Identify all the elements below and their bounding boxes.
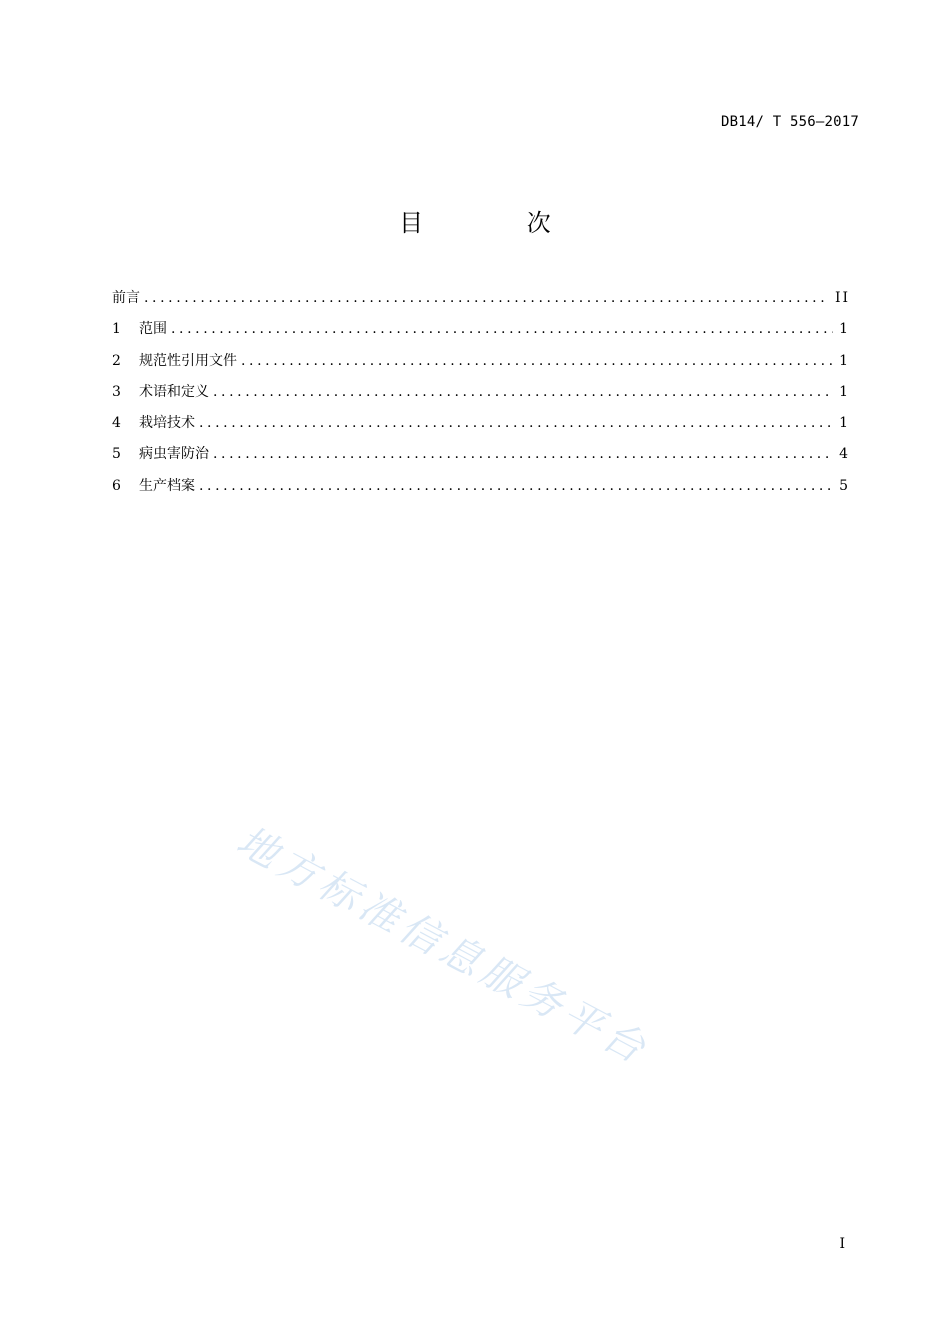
page-number: I <box>839 1236 845 1252</box>
toc-entry-number: 4 <box>112 415 121 432</box>
toc-entry-number: 6 <box>112 477 121 494</box>
toc-entry-production-records[interactable] <box>112 471 850 502</box>
toc-title: 目 次 <box>399 209 599 237</box>
toc-entry-page: II <box>834 290 850 306</box>
toc-leader-dots <box>213 439 833 470</box>
standard-code: DB14/ T 556—2017 <box>720 114 859 130</box>
toc-entry-label: 前言 <box>112 290 140 306</box>
toc-entry-page: 1 <box>839 415 850 432</box>
toc-entry-label: 规范性引用文件 <box>139 352 237 369</box>
toc-entry-pest-control[interactable] <box>112 439 850 470</box>
toc-entry-number: 1 <box>112 321 121 338</box>
toc-entry-normative-references[interactable] <box>112 346 850 377</box>
toc-leader-dots <box>199 471 833 502</box>
toc-entry-label: 生产档案 <box>139 477 195 494</box>
toc-entry-cultivation[interactable] <box>112 408 850 439</box>
toc-entry-number: 2 <box>112 352 121 369</box>
toc-leader-dots <box>144 283 829 314</box>
toc-leader-dots <box>171 314 833 345</box>
toc-entry-label: 病虫害防治 <box>139 446 209 463</box>
toc-entry-number: 3 <box>112 383 121 400</box>
toc-entry-preface[interactable] <box>112 283 850 314</box>
toc-entry-number: 5 <box>112 446 121 463</box>
toc-entry-page: 1 <box>839 383 850 400</box>
toc-entry-label: 术语和定义 <box>139 383 209 400</box>
toc-leader-dots <box>241 346 833 377</box>
toc-entry-page: 1 <box>839 352 850 369</box>
toc-entry-page: 4 <box>839 446 850 463</box>
table-of-contents <box>112 283 850 502</box>
toc-entry-page: 5 <box>839 477 850 494</box>
watermark: 地方标准信息服务平台 <box>229 817 657 1075</box>
toc-entry-page: 1 <box>839 321 850 338</box>
toc-entry-scope[interactable] <box>112 314 850 345</box>
toc-entry-label: 栽培技术 <box>139 415 195 432</box>
toc-entry-terms-definitions[interactable] <box>112 377 850 408</box>
toc-leader-dots <box>213 377 833 408</box>
toc-entry-label: 范围 <box>139 321 167 338</box>
toc-leader-dots <box>199 408 833 439</box>
